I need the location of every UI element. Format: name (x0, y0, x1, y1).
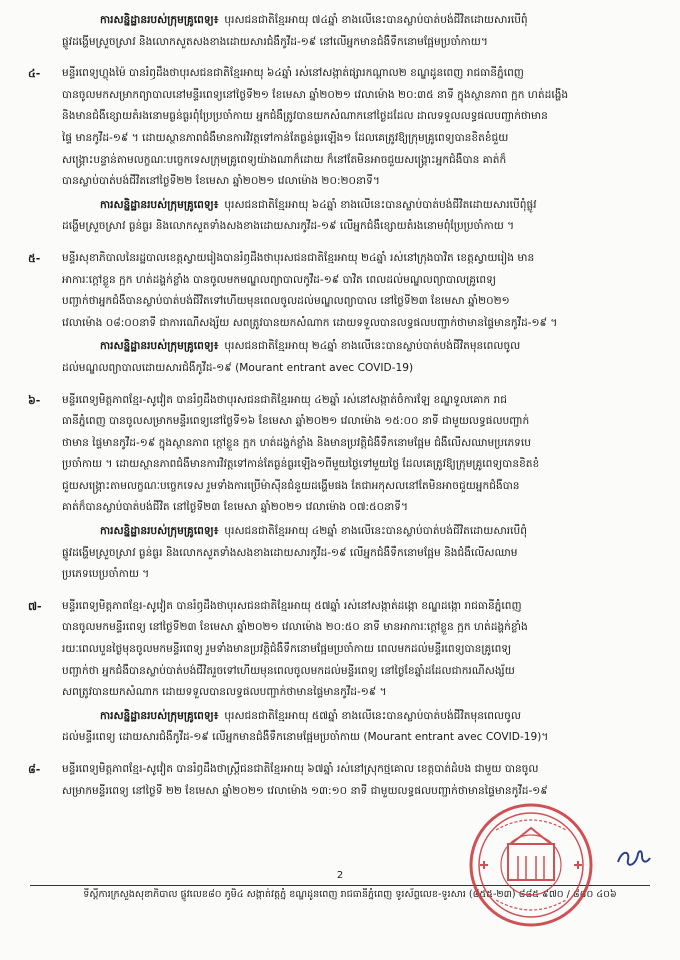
conclusion-label: ការសន្និដ្ឋានរបស់ក្រុមគ្រូពេទ្យ៖ (100, 525, 219, 538)
paragraph-spacer (28, 238, 666, 248)
official-seal-icon (466, 800, 596, 930)
signature-mark-icon (614, 846, 654, 870)
text-line: មន្ទីរពេទ្យមិត្តភាពខ្មែរ-សូវៀត បានរំឭដឹងថាបុរសជនជាតិខ្មែរអាយុ ៥៧ឆ្នាំ រស់នៅសង្កាត់ដង្កោ ខណ្ឌដង្កោ រាជធានីភ្នំពេញ (62, 599, 522, 612)
paragraph-number: ៦- (28, 393, 41, 407)
text-line: ផ្ទៃ មានកូវីដ-១៩ ។ ដោយស្ថានភាពជំងឺមានការវិវត្តទៅកាន់តែធ្ងន់ធ្ងរឡើង១ ដែលគេត្រូវឱ្យក្រុមគ្រូពេទ្យបានខិតខំជួយ (62, 131, 509, 144)
paragraph-number: ៥- (28, 251, 41, 265)
conclusion-text: បុរសជនជាតិខ្មែរអាយុ ៤២ឆ្នាំ ខាងលើនេះបានស្លាប់បាត់បង់ជីវិតដោយសារបើពុំ (224, 525, 527, 538)
document-body (28, 10, 666, 804)
text-line: គាត់ក៏បានស្លាប់បាត់បង់ជីវិត នៅថ្ងៃទី២៣ ខែមេសា ឆ្នាំ២០២១ វេលាម៉ោង ០៧:៥០នាទី។ (62, 501, 408, 514)
text-line: អាការៈក្ដៅខ្លួន ក្អក ហត់ដង្ហក់ខ្លាំង បានចូលមកមណ្ឌលព្យាបាលកូវីដ-១៩ បាវិត ពេលដល់មណ្ឌលព្យាបាលគ្រូពេទ្យ (62, 273, 496, 286)
text-line: ផ្លូវដង្ហើមស្រួចស្រាវ ធ្ងន់ធ្ងរ និងលោកសួតទាំងសងខាងដោយសារកូវីដ-១៩ លើអ្នកជំងឺទឹកនោមផ្អែម និងជំងឺលើសឈាម (62, 546, 518, 559)
text-line: សង្គ្រោះបន្ទាន់តាមលក្ខណៈបច្ចេកទេសក្រុមគ្រូពេទ្យយ៉ាងណាក៏ដោយ ក៏នៅតែមិនអាចជួយសង្គ្រោះអ្នកជំងឺបាន គាត់ក៏ (62, 153, 507, 166)
conclusion-paragraph (28, 10, 666, 53)
conclusion-label: ការសន្និដ្ឋានរបស់ក្រុមគ្រូពេទ្យ៖ (100, 340, 219, 353)
text-line: បានស្លាប់បាត់បង់ជីវិតនៅថ្ងៃទី២២ ខែមេសា ឆ្នាំ២០២១ វេលាម៉ោង ២០:២០នាទី។ (62, 175, 380, 188)
numbered-paragraph (28, 63, 666, 193)
conclusion-label: ការសន្និដ្ឋានរបស់ក្រុមគ្រូពេទ្យ៖ (100, 709, 219, 722)
text-line: ប្រភេទបេប្រចាំកាយ ។ (62, 568, 150, 581)
text-line: សម្រាកមន្ទីរពេទ្យ នៅថ្ងៃទី ២២ ខែមេសា ឆ្នាំ២០២១ វេលាម៉ោង ១៣:១០ នាទី ជាមួយលទ្ធផលបញ្ជាក់ថាមានផ្ទៃមានកូវីដ-១៩ (62, 784, 548, 797)
text-line: មន្ទីរពេទ្យហ្លុងម៉ៃ បានរំឭដឹងថាបុរសជនជាតិខ្មែរអាយុ ៦៤ឆ្នាំ រស់នៅសង្កាត់ផ្សារកណ្ដាល២ ខណ្ឌដូនពេញ រាជធានីភ្នំពេញ (62, 67, 524, 80)
conclusion-paragraph (28, 521, 666, 586)
paragraph-spacer (28, 749, 666, 759)
numbered-paragraph (28, 390, 666, 520)
paragraph-number: ៨- (28, 763, 41, 776)
text-line: ថាមាន ផ្ទៃមានកូវីដ-១៩ ក្នុងស្ថានភាព ក្ដៅខ្លួន ក្អក ហត់ដង្ហក់ខ្លាំង និងមានប្រវត្តិជំងឺទឹកនោមផ្អែម ជំងឺលើសឈាមប្រភេទបេ (62, 436, 531, 449)
conclusion-text: បុរសជនជាតិខ្មែរអាយុ ៧៤ឆ្នាំ ខាងលើនេះបានស្លាប់បាត់បង់ជីវិតដោយសារបើពុំ (224, 14, 528, 26)
text-line: មន្ទីរពេទ្យមិត្តភាពខ្មែរ-សូវៀត បានរំឭដឹងថាស្ត្រីជនជាតិខ្មែរអាយុ ៦៧ឆ្នាំ រស់នៅស្រុកថ្មគោល ខេត្តបាត់ដំបង ជាមួយ បានចូល (62, 763, 539, 775)
conclusion-text: បុរសជនជាតិខ្មែរអាយុ ២៤ឆ្នាំ ខាងលើនេះបានស្លាប់បាត់បង់ជីវិតមុនពេលចូល (224, 340, 521, 353)
text-line: ប្រចាំកាយ ។ ដោយស្ថានភាពជំងឺមានការវិវត្តទៅកាន់តែធ្ងន់ធ្ងរឡើង១ពីមួយថ្ងៃទៅមួយថ្ងៃ ដែលគេត្រូវឱ្យក្រុមគ្រូពេទ្យបានខិតខំ (62, 458, 540, 471)
conclusion-first-line (100, 521, 666, 543)
text-line: បញ្ជាក់ថាអ្នកជំងឺបានស្លាប់បាត់បង់ជីវិតទៅហើយមុនពេលចូលដល់មណ្ឌលព្យាបាល នៅថ្ងៃទី២៣ ខែមេសា ឆ្នាំ២០២១ (62, 295, 510, 308)
text-line: ដល់មណ្ឌលព្យាបាលដោយសារជំងឺកូវីដ-១៩ (Mourant entrant avec COVID-19) (62, 361, 414, 374)
numbered-paragraph (28, 759, 666, 802)
page-number: 2 (336, 870, 344, 881)
conclusion-text: បុរសជនជាតិខ្មែរអាយុ ៦៤ឆ្នាំ ខាងលើនេះបានស្លាប់បាត់បង់ជីវិតដោយសារបើពុំផ្លូវ (224, 198, 537, 211)
text-line: ផ្លូវដង្ហើមស្រួចស្រាវ និងលោកសួតសងខាងដោយសារជំងឺកូវីដ-១៩ នៅលើអ្នកមានជំងឺទឹកនោមផ្អែមប្រចាំកាយ។ (62, 35, 488, 48)
conclusion-label: ការសន្និដ្ឋានរបស់ក្រុមគ្រូពេទ្យ៖ (100, 14, 219, 26)
conclusion-text: បុរសជនជាតិខ្មែរអាយុ ៥៧ឆ្នាំ ខាងលើនេះបានស្លាប់បាត់បង់ជីវិតមុនពេលចូល (224, 709, 521, 722)
conclusion-first-line (100, 336, 666, 358)
text-line: ធានីភ្នំពេញ បានចូលសម្រាកមន្ទីរពេទ្យនៅថ្ងៃទី១៦ ខែមេសា ឆ្នាំ២០២១ វេលាម៉ោង ១៥:០០ នាទី ជាមួយលទ្ធផលបញ្ជាក់ (62, 415, 530, 428)
text-line: មន្ទីរសុខាភិបាលនៃរដ្ឋបាលខេត្តស្វាយរៀងបានរំឭដឹងថាបុរសជនជាតិខ្មែរអាយុ ២៤ឆ្នាំ រស់នៅក្រុងបាវិត ខេត្តស្វាយរៀង មាន (62, 251, 535, 264)
conclusion-label: ការសន្និដ្ឋានរបស់ក្រុមគ្រូពេទ្យ៖ (100, 198, 219, 211)
text-line: បានចូលមកសម្រាកព្យាបាលនៅមន្ទីរពេទ្យនៅថ្ងៃទី២១ ខែមេសា ឆ្នាំ២០២១ វេលាម៉ោង ២០:៣៥ នាទី ក្នុងស្ថានភាព ក្អក ហត់ដង្ហើង (62, 88, 569, 101)
text-line: និងមានជំងឺខ្សោយតំរងនោមធ្ងន់ធ្ងរពុំប្រែប្រចាំកាយ អ្នកជំងឺត្រូវបានយកសំណាកនៅថ្ងៃដដែល ដាលទទួលលទ្ធផលបញ្ជាក់ថាមាន (62, 110, 548, 123)
text-line: មន្ទីរពេទ្យមិត្តភាពខ្មែរ-សូវៀត បានរំឭដឹងថាបុរសជនជាតិខ្មែរអាយុ ៤២ឆ្នាំ រស់នៅសង្កាត់ចំការឡែ ខណ្ឌទួលគោក រាជ (62, 393, 507, 406)
text-line: ដល់មន្ទីរពេទ្យ ដោយសារជំងឺកូវីដ-១៩ លើអ្នកមានជំងឺទឹកនោមផ្អែមប្រចាំកាយ (Mourant entrant avec COVID-19)។ (62, 731, 549, 744)
conclusion-first-line (100, 10, 666, 32)
paragraph-spacer (28, 53, 666, 63)
paragraph-spacer (28, 380, 666, 390)
text-line: ដង្ហើមស្រួចស្រាវ ធ្ងន់ធ្ងរ និងលោកសួតទាំងសងខាងដោយសារកូវីដ-១៩ លើអ្នកជំងឺខ្សោយតំរងនោមពុំប្រែប្រចាំកាយ ។ (62, 220, 515, 233)
text-line: បញ្ជាក់ថា អ្នកជំងឺបានស្លាប់បាត់បង់ជីវិតរួចទៅហើយមុនពេលចូលមកដល់មន្ទីរពេទ្យ នៅថ្ងៃខែឆ្នាំដដែលជាករណីសង្ស័យ (62, 664, 515, 677)
paragraph-number: ៧- (28, 599, 42, 613)
conclusion-first-line (100, 195, 666, 217)
paragraph-number: ៤- (28, 67, 41, 81)
paragraph-spacer (28, 586, 666, 596)
text-line: វេលាម៉ោង ០៨:០០នាទី ជាការណើសង្ស័យ សពត្រូវបានយកសំណាក ដោយទទួលបានលទ្ធផលបញ្ជាក់ថាមានផ្ទៃមានកូវីដ-១៩ ។ (62, 316, 558, 329)
text-line: បានចូលមកមន្ទីរពេទ្យ នៅថ្ងៃទី២៣ ខែមេសា ឆ្នាំ២០២១ វេលាម៉ោង ២០:៥០ នាទី មានអាការៈក្ដៅខ្លួន ក្អក ហត់ដង្ហក់ខ្លាំង (62, 621, 528, 634)
text-line: រយៈពេលបួនថ្ងៃមុនចូលមកមន្ទីរពេទ្យ រួមទាំងមានប្រវត្តិជំងឺទឹកនោមផ្អែមប្រចាំកាយ ពេលមកដល់មន្ទីរពេទ្យបានគ្រូពេទ្យ (62, 643, 512, 656)
footer-address: ទីស្ដីការក្រសួងសុខាភិបាល ផ្លូវលេខ៨០ ភូមិ៤ សង្កាត់វត្តភ្នំ ខណ្ឌដូនពេញ រាជធានីភ្នំពេញ ទូរស័ព្ទលេខ-ទូរសារ (៨៥៥-២៣) ៨៨៥ ៩៧០ / ៨៨០ ៤០៦ (83, 889, 617, 900)
conclusion-first-line (100, 706, 666, 728)
numbered-paragraph (28, 596, 666, 704)
conclusion-paragraph (28, 706, 666, 749)
conclusion-paragraph (28, 195, 666, 238)
conclusion-paragraph (28, 336, 666, 379)
text-line: ជួយសង្គ្រោះតាមលក្ខណៈបច្ចេកទេស រួមទាំងការប្រើម៉ាស៊ីនជំនួយដង្ហើមផង តែជាអកុសលនៅតែមិនអាចជួយអ្នកជំងឺបាន (62, 479, 520, 492)
numbered-paragraph (28, 248, 666, 334)
text-line: សពត្រូវបានយកសំណាក ដោយទទួលបានលទ្ធផលបញ្ជាក់ថាមានផ្ទៃមានកូវីដ-១៩ ។ (62, 686, 387, 699)
